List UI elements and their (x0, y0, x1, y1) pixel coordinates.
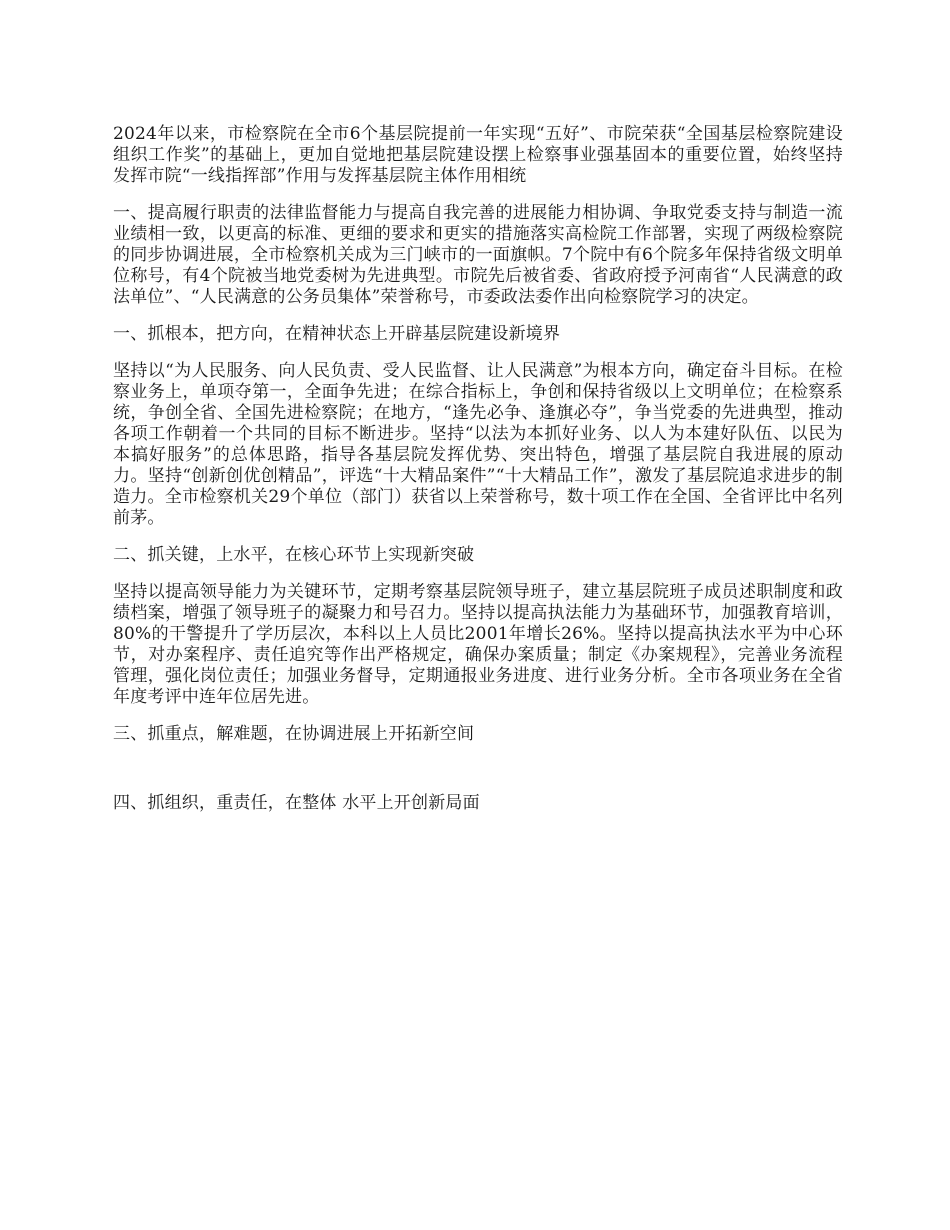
section-heading-4: 四、抓组织，重责任，在整体 水平上开创新局面 (113, 793, 480, 813)
section-2-paragraph: 坚持以提高领导能力为关键环节，定期考察基层院领导班子，建立基层院班子成员述职制度和政绩档案，增强了领导班子的凝聚力和号召力。坚持以提高执法能力为基础环节，加强教育培训， 80%的干警提升了学历层次，本科以上人员比2001年增长26%。坚持以提高执法水平为中心环节，对办案程序、责任追究等作出严格规定，确保办案质量；制定《办案规程》，完善业务流程管理，强化岗位责任；加强业务督导，定期通报业务进度、进行业务分析。全市各项业务在全省年度考评中连年位居先进。 (113, 582, 843, 707)
intro-paragraph: 2024年以来，市检察院在全市6个基层院提前一年实现“五好”、市院荣获“全国基层检察院建设组织工作奖”的基础上，更加自觉地把基层院建设摆上检察事业强基固本的重要位置，始终坚持发挥市院“一线指挥部”作用与发挥基层院主体作用相统 (113, 124, 843, 186)
section-1-paragraph: 坚持以“为人民服务、向人民负责、受人民监督、让人民满意”为根本方向，确定奋斗目标。在检察业务上，单项夺第一，全面争先进；在综合指标上，争创和保持省级以上文明单位；在检察系统，争创全省、全国先进检察院；在地方，“逢先必争、逢旗必夺”，争当党委的先进典型，推动各项工作朝着一个共同的目标不断进步。坚持“以法为本抓好业务、以人为本建好队伍、以民为本搞好服务”的总体思路，指导各基层院发挥优势、突出特色，增强了基层院自我进展的原动力。坚持“创新创优创精品”，评选“十大精品案件”“十大精品工作”，激发了基层院追求进步的制造力。全市检察机关29个单位（部门）获省以上荣誉称号，数十项工作在全国、全省评比中名列前茅。 (113, 361, 843, 528)
section-heading-1: 一、抓根本，把方向，在精神状态上开辟基层院建设新境界 (113, 324, 561, 344)
section-heading-3: 三、抓重点，解难题，在协调进展上开拓新空间 (113, 724, 475, 744)
summary-paragraph: 一、提高履行职责的法律监督能力与提高自我完善的进展能力相协调、争取党委支持与制造一流业绩相一致，以更高的标准、更细的要求和更实的措施落实高检院工作部署，实现了两级检察院的同步协调进展，全市检察机关成为三门峡市的一面旗帜。7个院中有6个院多年保持省级文明单位称号，有4个院被当地党委树为先进典型。市院先后被省委、省政府授予河南省“人民满意的政法单位”、“人民满意的公务员集体”荣誉称号，市委政法委作出向检察院学习的决定。 (113, 203, 843, 307)
blank-space (113, 761, 843, 793)
document-body (113, 124, 843, 830)
section-heading-2: 二、抓关键，上水平，在核心环节上实现新突破 (113, 545, 475, 565)
